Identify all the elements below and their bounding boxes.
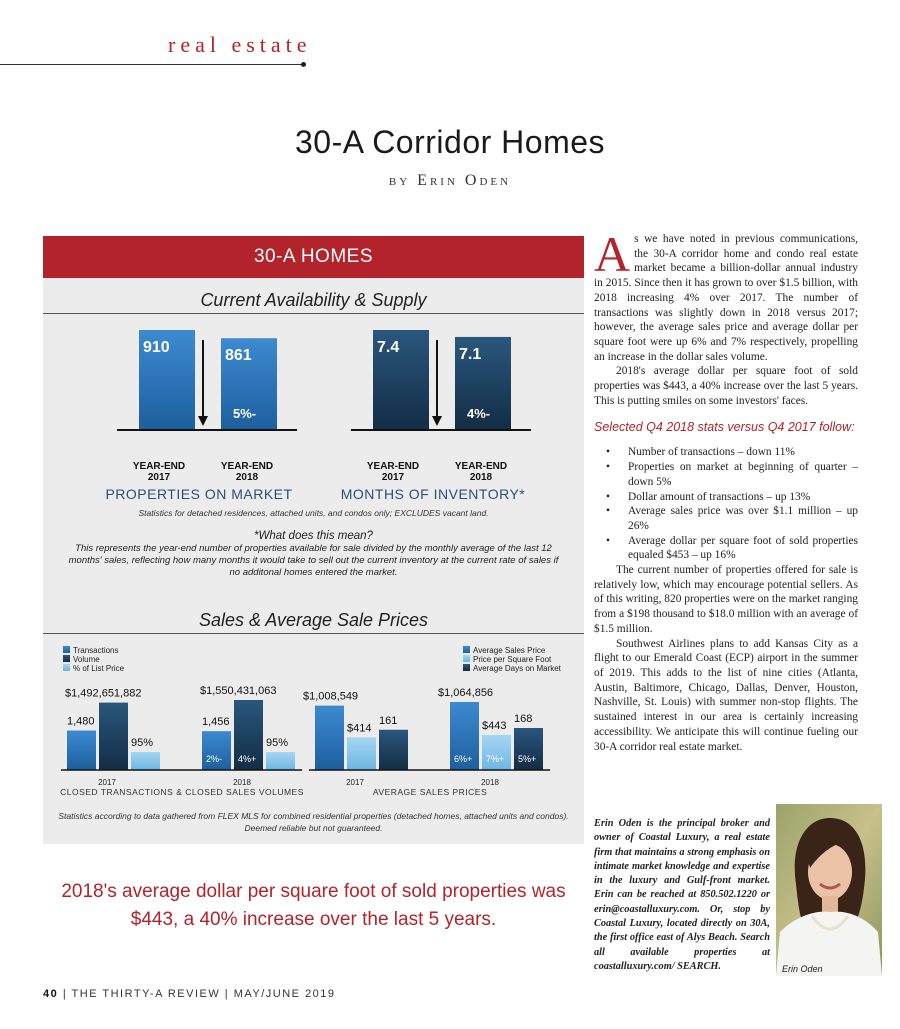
byline: by Erin Oden: [388, 172, 512, 189]
paragraph-1-text: s we have noted in previous communications, the 30-A corridor home and condo real estate market became a billion-dollar annual industry in 2015. Since then it has grown to over $1.5 billion, with 2018 increasing 4% over 2017. The number of transactions was slightly down in 2018 versus 2017; however, the average sales price and average dollar per square foot were up 6% and 7% respectively, propelling an increase in the dollar sales volume.: [594, 233, 858, 363]
chart-bar: [347, 737, 376, 770]
chart-title: AVERAGE SALES PRICES: [372, 787, 488, 797]
bar-value-label: $414: [347, 722, 372, 735]
legend-swatch: [463, 646, 470, 653]
chart-title: PROPERTIES ON MARKET: [105, 486, 293, 502]
change-label: 4%-: [467, 406, 491, 421]
footer-separator: |: [62, 988, 72, 1000]
bar-value-label: 910: [143, 339, 170, 356]
page-footer: [43, 988, 336, 1000]
legend-swatch: [63, 646, 70, 653]
bar-value-label: $1,064,856: [438, 687, 494, 699]
list-item: • Average sales price was over $1.1 million – up 26%: [594, 504, 858, 533]
bar-value-label: 7.4: [377, 339, 400, 356]
photo-caption: Erin Oden: [782, 964, 823, 974]
publication-name: THE THIRTY-A REVIEW | MAY/JUNE 2019: [71, 988, 336, 1000]
legend-label: Average Sales Price: [473, 646, 546, 655]
chart-bar: [202, 731, 231, 770]
bar-value-label: 1,480: [67, 715, 95, 728]
bar-value-label: 168: [514, 713, 533, 725]
paragraph-3: The current number of properties offered for sale is relatively low, which may encourage potential sellers. As of this writing, 820 properties were on the market ranging from a $198 thousand to $18.0 million with an average of $1.5 million.: [594, 564, 858, 635]
chart-bar: [99, 703, 128, 770]
list-item: • Number of transactions – down 11%: [594, 445, 858, 460]
legend-label: Transactions: [73, 646, 119, 655]
change-label: 6%+: [454, 754, 473, 764]
availability-rule: [43, 313, 584, 314]
infographic-banner: 30-A HOMES: [43, 236, 584, 278]
pull-quote: 2018's average dollar per square foot of sold properties was $443, a 40% increase over the last 5 years.: [61, 881, 566, 930]
paragraph-4: Southwest Airlines plans to add Kansas City as a flight to our Emerald Coast (ECP) airport in the summer of 2019. This adds to the list of nine cities (Atlanta, Austin, Baltimore, Chicago, Dallas, Denver, Houston, Nashville, St. Louis) with summer non-stop flights. The sustained interest in our area is certainly increasing accessibility. We anticipate this will continue fueling our 30-A corridor real estate market.: [594, 637, 858, 753]
bar-value-label: $1,008,549: [303, 690, 359, 703]
article-body: [594, 226, 858, 754]
legend-swatch: [63, 655, 70, 662]
chart-bar: [379, 730, 408, 770]
category-label: 2018: [469, 472, 493, 483]
change-label: 7%+: [486, 754, 505, 764]
category-label: YEAR-END: [220, 461, 274, 472]
list-item: • Dollar amount of transactions – up 13%: [594, 490, 858, 505]
chart-bar: [67, 731, 96, 770]
list-item: • Properties on market at beginning of quarter – down 5%: [594, 460, 858, 489]
explanation-question: *What does this mean?: [254, 530, 373, 542]
legend-label: Volume: [73, 655, 100, 664]
change-label: 4%+: [238, 754, 257, 764]
stats-heading: Selected Q4 2018 stats versus Q4 2017 follow:: [594, 420, 855, 435]
bar-value-label: $443: [482, 720, 507, 732]
category-label: YEAR-END: [366, 461, 420, 472]
sales-heading: Sales & Average Sale Prices: [198, 610, 429, 630]
infographic-panel: [43, 236, 584, 844]
arrow-head-icon: [432, 416, 442, 426]
stats-list: [594, 445, 858, 563]
section-rule: [0, 64, 304, 65]
availability-heading: Current Availability & Supply: [200, 290, 427, 310]
category-label: 2018: [235, 472, 259, 483]
section-tag: real estate: [168, 32, 312, 57]
chart-bar: [315, 706, 344, 770]
category-label: 2018: [481, 778, 499, 787]
drop-cap: A: [594, 226, 631, 282]
sales-rule: [43, 633, 584, 634]
legend-label: % of List Price: [73, 664, 125, 673]
supply-note: Statistics for detached residences, attached units, and condos only; EXCLUDES vacant land.: [138, 508, 489, 518]
category-label: 2017: [346, 778, 364, 787]
paragraph-1: [594, 226, 858, 364]
category-label: 2017: [147, 472, 171, 483]
chart-bar: [131, 752, 160, 770]
legend-label: Price per Square Foot: [473, 655, 552, 664]
bar-value-label: 861: [225, 347, 252, 365]
chart-title: MONTHS OF INVENTORY*: [340, 486, 526, 502]
chart-title: CLOSED TRANSACTIONS & CLOSED SALES VOLUMES: [60, 787, 304, 797]
source-note: Statistics according to data gathered from FLEX MLS for combined residential properties (detached homes, attached units and condos). Deemed reliable but not guaranteed.: [58, 811, 569, 833]
sales-charts: [43, 638, 584, 808]
legend-label: Average Days on Market: [473, 664, 561, 673]
category-label: 2017: [98, 778, 116, 787]
legend-swatch: [463, 664, 470, 671]
chart-bar: [266, 752, 295, 770]
bar-value-label: 7.1: [459, 345, 482, 363]
bar-value-label: 95%: [266, 737, 289, 749]
chart-bar: [482, 735, 511, 770]
inventory-explanation: [63, 530, 564, 579]
author-bio: Erin Oden is the principal broker and owner of Coastal Luxury, a real estate firm that maintains a strong emphasis on intimate market knowledge and expertise in the luxury and Gulf-front market. Erin can be reached at 850.502.1220 or erin@coastalluxury.com. Or, stop by Coastal Luxury, located directly on 30A, the first office east of Alys Beach. Search all available properties at coastalluxury.com/ SEARCH.: [594, 818, 770, 972]
legend-swatch: [463, 655, 470, 662]
author-photo: [776, 804, 882, 976]
bar-value-label: 95%: [131, 737, 154, 749]
arrow-head-icon: [198, 416, 208, 426]
bar-value-label: $1,492,651,882: [65, 687, 142, 700]
category-label: YEAR-END: [454, 461, 508, 472]
change-label: 5%-: [233, 406, 257, 421]
change-label: 5%+: [518, 754, 537, 764]
category-label: 2017: [381, 472, 405, 483]
article-title: 30-A Corridor Homes: [294, 124, 606, 160]
page-number: 40: [43, 988, 59, 1000]
explanation-text: This represents the year-end number of properties available for sale divided by the monthly average of the last 12 months' sales, reflecting how many months it would take to sell out the current inventory at the current rate of sales if no additonal homes entered the market.: [68, 543, 559, 578]
bar-value-label: 1,456: [202, 716, 230, 729]
supply-charts: [43, 320, 584, 506]
bar-value-label: $1,550,431,063: [200, 685, 277, 697]
section-rule-dot: [301, 62, 306, 67]
category-label: YEAR-END: [132, 461, 186, 472]
bar-value-label: 161: [379, 714, 398, 727]
paragraph-2: 2018's average dollar per square foot of sold properties was $443, a 40% increase over the last 5 years. This is putting smiles on some investors' faces.: [594, 365, 858, 407]
change-label: 2%-: [206, 754, 223, 764]
category-label: 2018: [233, 778, 251, 787]
legend-swatch: [63, 664, 70, 671]
list-item: • Average dollar per square foot of sold properties equaled $453 – up 16%: [594, 534, 858, 563]
